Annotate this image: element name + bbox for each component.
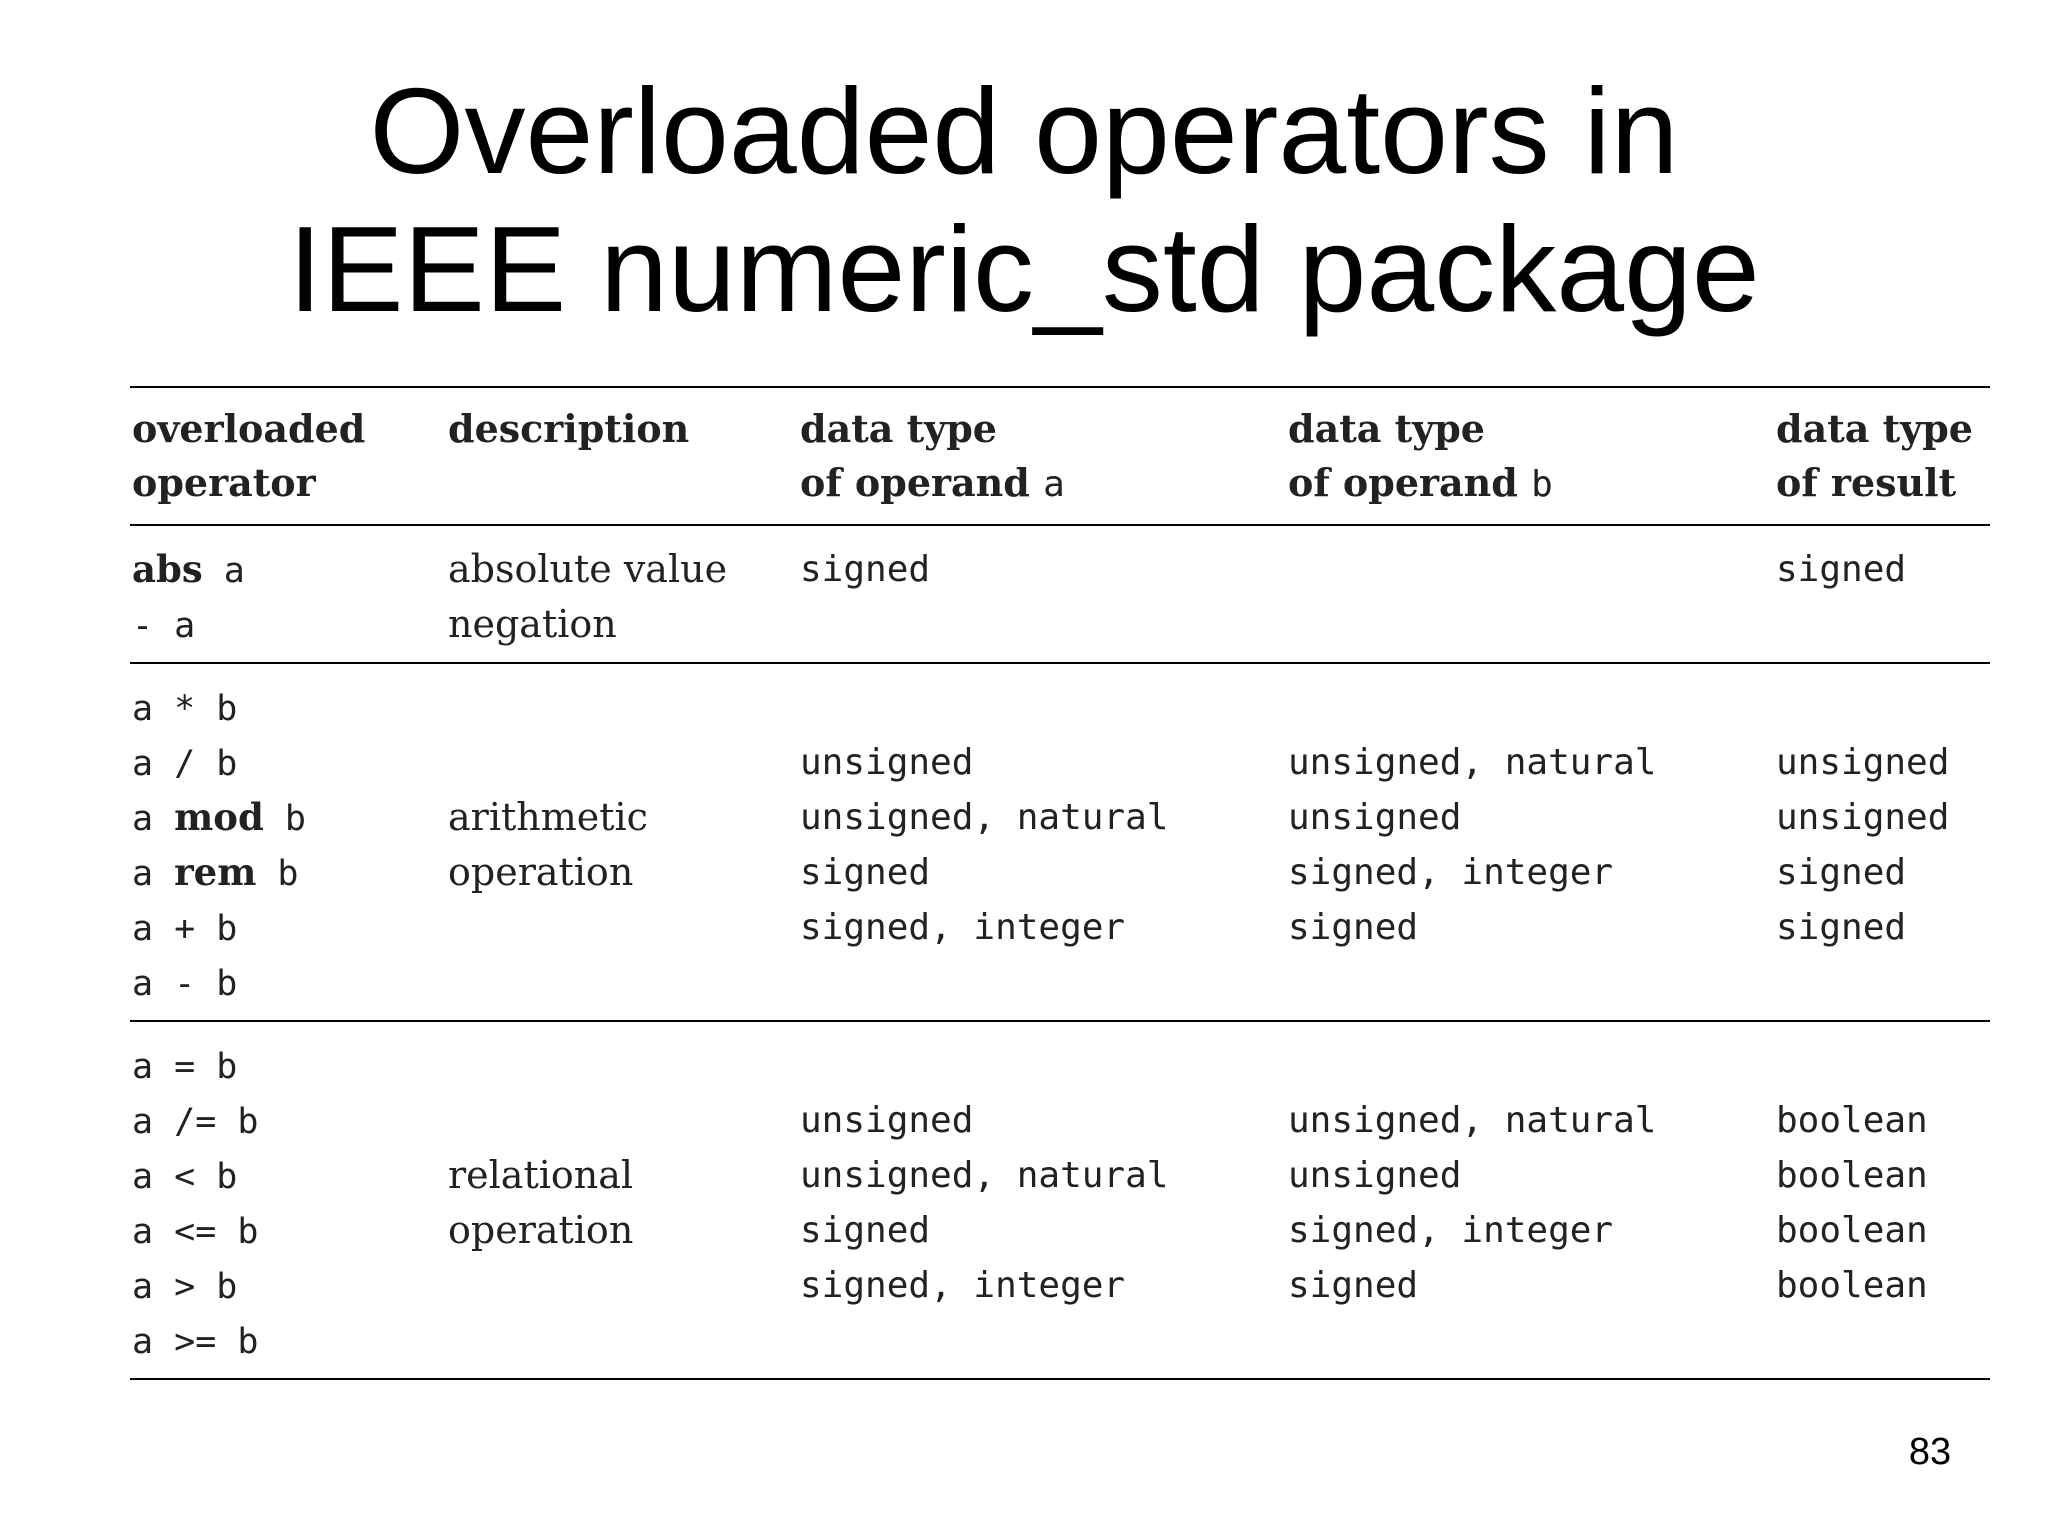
header-operand-b: data type of operand b <box>1288 406 1553 505</box>
operator-expression: a /= b <box>132 1102 259 1142</box>
title-line-1: Overloaded operators in <box>369 63 1679 199</box>
operator-expression: abs a <box>132 547 245 591</box>
operator-expression: - a <box>132 606 196 646</box>
page-number: 83 <box>1908 1431 1952 1473</box>
operator-cell <box>130 663 446 1021</box>
operator-expression: a rem b <box>132 850 299 894</box>
operator-cell <box>130 525 446 663</box>
result-cell: signed <box>1776 549 1907 590</box>
operator-cell <box>130 1021 446 1379</box>
operator-expression: a mod b <box>132 795 307 839</box>
operators-table <box>130 386 1990 1380</box>
result-cell: unsigned unsigned signed signed <box>1776 742 1950 948</box>
operator-expression: a * b <box>132 689 238 729</box>
table-row <box>130 1021 1990 1379</box>
description-cell: absolute value negation <box>448 547 728 646</box>
operator-expression: a = b <box>132 1047 238 1087</box>
operator-expression: a >= b <box>132 1322 259 1362</box>
header-result: data type of result <box>1776 406 1973 505</box>
slide-title <box>0 62 2048 338</box>
operator-keyword: abs <box>132 547 203 591</box>
operator-keyword: mod <box>174 795 264 839</box>
table-header-row <box>130 387 1990 525</box>
operand-b-cell <box>1286 525 1774 663</box>
operator-expression: a / b <box>132 744 238 784</box>
operator-expression: a + b <box>132 909 238 949</box>
operand-a-cell: unsigned unsigned, natural signed signed, integer <box>800 742 1169 948</box>
operand-b-cell: unsigned, natural unsigned signed, integer signed <box>1288 742 1657 948</box>
table-row <box>130 663 1990 1021</box>
operator-expression: a > b <box>132 1267 238 1307</box>
header-description: description <box>448 406 690 451</box>
table-row <box>130 525 1990 663</box>
description-cell: arithmetic operation <box>448 795 648 894</box>
header-operator: overloaded operator <box>132 406 366 505</box>
result-cell: boolean boolean boolean boolean <box>1776 1100 1928 1306</box>
operator-expression: a < b <box>132 1157 238 1197</box>
operand-b-cell: unsigned, natural unsigned signed, integer signed <box>1288 1100 1657 1306</box>
description-cell: relational operation <box>448 1153 634 1252</box>
title-line-2: IEEE numeric_std package <box>288 201 1760 337</box>
operator-expression: a <= b <box>132 1212 259 1252</box>
operand-a-cell: unsigned unsigned, natural signed signed, integer <box>800 1100 1169 1306</box>
header-operand-a: data type of operand a <box>800 406 1065 505</box>
operand-a-cell: signed <box>800 549 931 590</box>
operator-expression: a - b <box>132 964 238 1004</box>
operator-keyword: rem <box>174 850 257 894</box>
